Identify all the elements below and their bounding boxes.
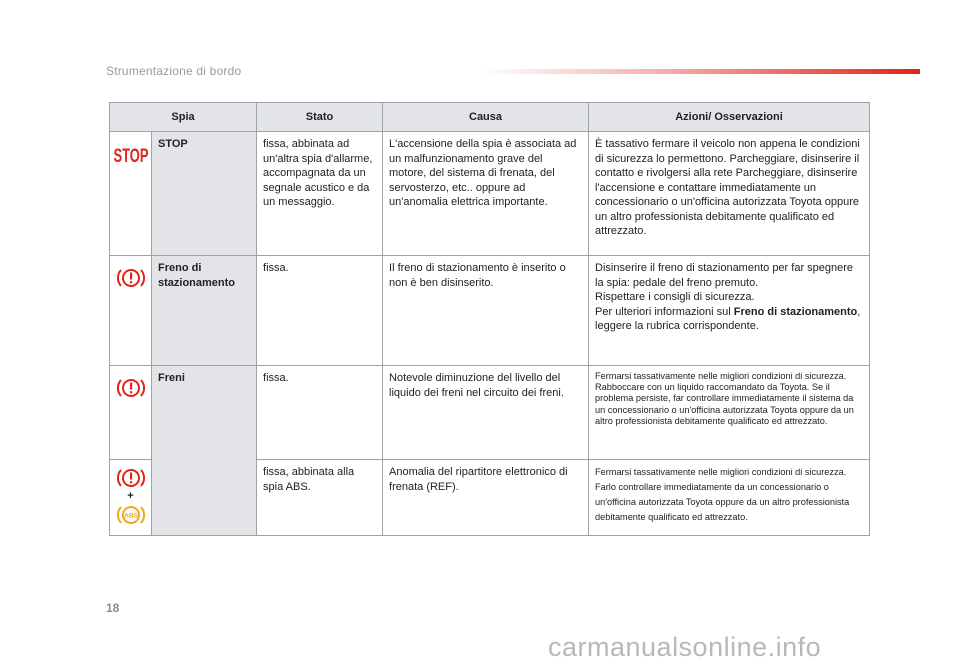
azioni-cell: È tassativo fermare il veicolo non appena le condizioni di sicurezza lo permettono. Parcheggiare, disinserire il contatto e rivolgersi alla rete Parcheggiare, disinserire l'accensione e contattare immediatamente un concessionario o un'officina autorizzata Toyota oppure un altro professionista debitamente qualificato ed attrezzato. [589,132,870,256]
light-name: Freno di stazionamento [152,256,257,366]
parking-brake-icon [116,266,146,290]
light-name: STOP [152,132,257,256]
plus-sign: + [127,490,134,502]
icon-cell [110,366,152,460]
page-number: 18 [106,601,120,615]
page-header-title: Strumentazione di bordo [106,64,242,78]
svg-text:STOP: STOP [113,146,149,167]
causa-cell: Anomalia del ripartitore elettronico di frenata (REF). [383,460,589,536]
bold-reference: Freno di stazionamento [733,305,858,318]
table-row [110,366,870,460]
icon-cell [110,460,152,536]
watermark: carmanualsonline.info [548,632,822,662]
svg-text:ABS: ABS [123,512,138,520]
azioni-cell: Fermarsi tassativamente nelle migliori condizioni di sicurezza. Rabboccare con un liquido raccomandato da Toyota. Se il problema persiste, far controllare immediatamente il sistema da un concessionario o un'officina autorizzata Toyota oppure da un altro professionista debitamente qualificato ed attrezzato. [589,366,870,460]
causa-cell: Il freno di stazionamento è inserito o non è ben disinserito. [383,256,589,366]
col-header-azioni: Azioni/ Osservazioni [589,103,870,132]
azioni-cell [589,256,870,366]
warning-lights-table [109,102,870,536]
stato-cell: fissa, abbinata ad un'altra spia d'allarme, accompagnata da un segnale acustico e da un messaggio. [257,132,383,256]
icon-cell [110,132,152,256]
col-header-stato: Stato [257,103,383,132]
table-row [110,132,870,256]
stop-warning-icon [113,144,149,166]
causa-cell: Notevole diminuzione del livello del liquido dei freni nel circuito dei freni. [383,366,589,460]
causa-cell: L'accensione della spia è associata ad un malfunzionamento grave del motore, del sistema di frenata, del servosterzo, etc.. oppure ad un'anomalia elettrica importante. [383,132,589,256]
stato-cell: fissa. [257,256,383,366]
col-header-causa: Causa [383,103,589,132]
light-name: Freni [152,366,257,536]
azioni-line: Per ulteriori informazioni sul Freno di stazionamento, leggere la rubrica corrispondente. [595,305,861,332]
abs-icon [116,503,146,527]
header-accent-bar [480,69,920,74]
table-header-row [110,103,870,132]
brake-warning-icon [116,376,146,400]
col-header-spia: Spia [110,103,257,132]
table-row [110,256,870,366]
icon-cell [110,256,152,366]
azioni-line: Rispettare i consigli di sicurezza. [595,291,755,303]
brake-warning-icon [116,466,146,490]
azioni-line: Disinserire il freno di stazionamento per far spegnere la spia: pedale del freno premuto. [595,262,854,289]
stato-cell: fissa, abbinata alla spia ABS. [257,460,383,536]
azioni-cell: Fermarsi tassativamente nelle migliori condizioni di sicurezza. Farlo controllare immediatamente da un concessionario o un'officina autorizzata Toyota oppure da un altro professionista debitamente qualificato ed attrezzato. [589,460,870,536]
stato-cell: fissa. [257,366,383,460]
